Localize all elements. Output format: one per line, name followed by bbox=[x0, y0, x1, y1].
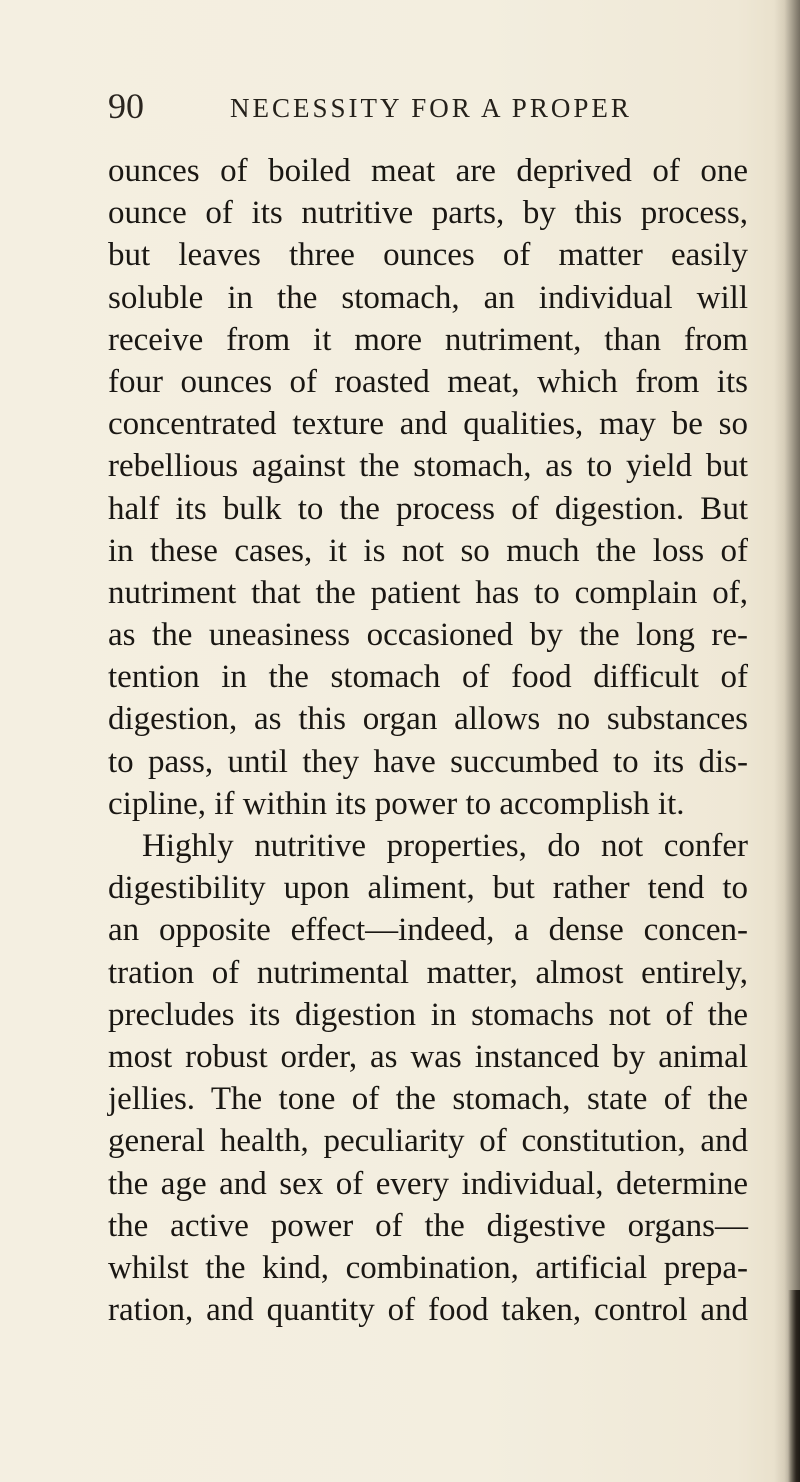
text-line: precludes its digestion in stomachs not of the bbox=[108, 996, 748, 1033]
text-line: receive from it more nutriment, than from bbox=[108, 321, 748, 358]
text-line: but leaves three ounces of matter easily bbox=[108, 237, 748, 274]
text-line: ration, and quantity of food taken, control and bbox=[108, 1292, 748, 1329]
text-line: nutriment that the patient has to complain of, bbox=[108, 574, 748, 611]
text-line: to pass, until they have succumbed to its dis- bbox=[108, 743, 748, 780]
text-line: the active power of the digestive organs— bbox=[108, 1207, 748, 1244]
text-line: four ounces of roasted meat, which from its bbox=[108, 363, 748, 400]
page-edge-shadow bbox=[774, 0, 800, 1482]
running-title: NECESSITY FOR A PROPER bbox=[230, 93, 632, 123]
text-line: Highly nutritive properties, do not confer bbox=[142, 828, 748, 864]
text-line: tration of nutrimental matter, almost entirely, bbox=[108, 954, 748, 991]
text-line: jellies. The tone of the stomach, state of the bbox=[108, 1081, 748, 1118]
text-line: as the uneasiness occasioned by the long re- bbox=[108, 617, 748, 654]
text-line: half its bulk to the process of digestion. But bbox=[108, 490, 748, 527]
text-line: tention in the stomach of food difficult of bbox=[108, 659, 748, 696]
text-line: ounces of boiled meat are deprived of one bbox=[108, 153, 748, 189]
text-line: concentrated texture and qualities, may be so bbox=[108, 406, 748, 443]
body-text bbox=[108, 150, 748, 1331]
text-line: rebellious against the stomach, as to yield but bbox=[108, 448, 748, 485]
text-line: ounce of its nutritive parts, by this process, bbox=[108, 195, 748, 232]
text-line: most robust order, as was instanced by animal bbox=[108, 1038, 748, 1075]
text-line: cipline, if within its power to accomplish it. bbox=[108, 785, 685, 822]
text-line: the age and sex of every individual, determine bbox=[108, 1165, 748, 1202]
text-line: digestion, as this organ allows no substances bbox=[108, 701, 748, 738]
binding-edge bbox=[788, 1290, 800, 1482]
text-line: in these cases, it is not so much the loss of bbox=[108, 532, 748, 569]
running-head bbox=[108, 86, 728, 126]
text-line: soluble in the stomach, an individual will bbox=[108, 279, 748, 316]
text-line: digestibility upon aliment, but rather tend to bbox=[108, 870, 748, 907]
text-line: general health, peculiarity of constitution, and bbox=[108, 1123, 748, 1160]
text-line: an opposite effect—indeed, a dense concen- bbox=[108, 912, 748, 949]
text-line: whilst the kind, combination, artificial prepa- bbox=[108, 1249, 748, 1286]
page-number: 90 bbox=[108, 86, 144, 126]
